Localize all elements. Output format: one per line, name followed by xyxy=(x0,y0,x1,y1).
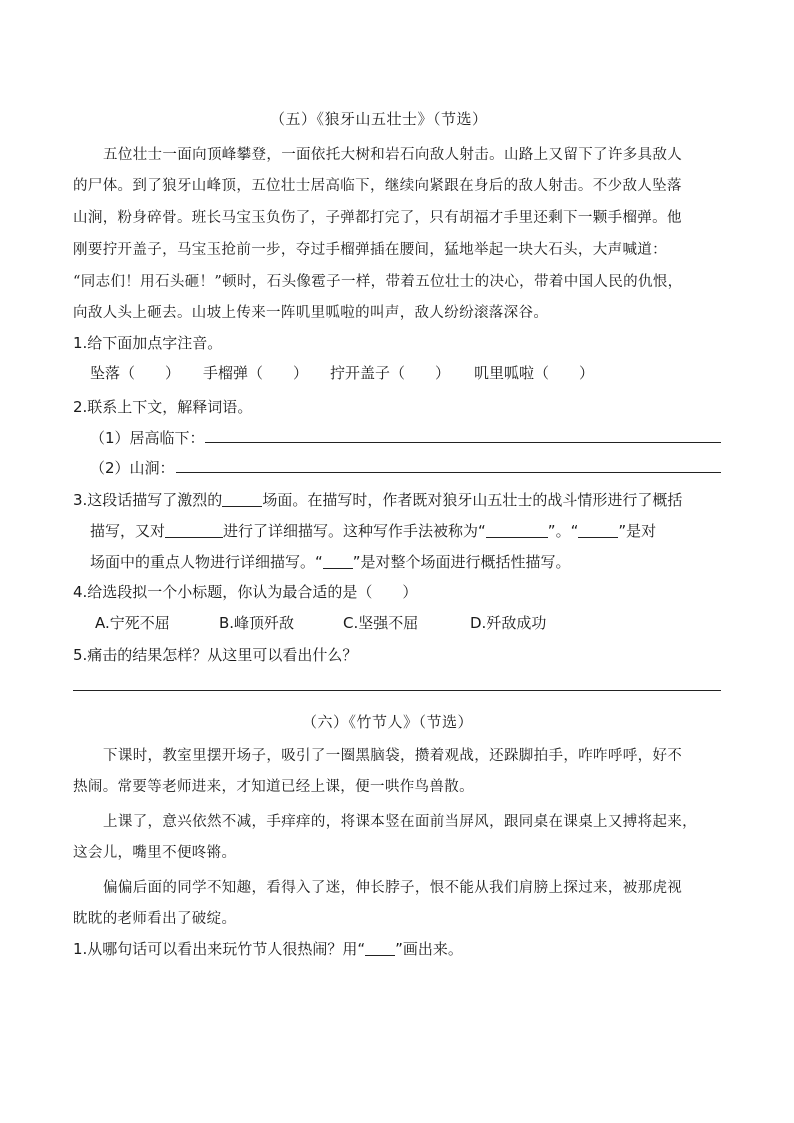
q3-text-3a: 场面中的重点人物进行详细描写。“ xyxy=(90,553,323,571)
q3-blank-3[interactable] xyxy=(486,523,548,538)
section5-title: （五）《狼牙山五壮士》（节选） xyxy=(270,110,488,128)
q1-item-1: 坠落（ ） xyxy=(90,364,181,382)
section5-line-1: 五位壮士一面向顶峰攀登，一面依托大树和岩石向敌人射击。山路上又留下了许多具敌人 xyxy=(103,147,683,163)
section6-p2-line-1: 上课了，意兴依然不减，手痒痒的，将课本竖在面前当屏风，跟同桌在课桌上又搏将起来， xyxy=(103,814,697,830)
section6-p1-line-1: 下课时，教室里摆开场子，吸引了一圈黑脑袋，攒着观战，还跺脚拍手，咋咋呼呼，好不 xyxy=(103,748,683,764)
section5-line-6: 向敌人头上砸去。山坡上传来一阵叽里呱啦的叫声，敌人纷纷滚落深谷。 xyxy=(73,305,549,321)
q3-line-2 xyxy=(90,520,656,541)
q3-blank-2[interactable] xyxy=(165,523,223,538)
section6-title: （六）《竹节人》（节选） xyxy=(302,713,474,731)
q1-item-4: 叽里呱啦（ ） xyxy=(474,364,595,382)
section6-q1 xyxy=(73,938,463,959)
q2-b-answer-line[interactable] xyxy=(176,472,721,473)
q3-line-3 xyxy=(90,551,571,572)
q2-b-label: （2）山涧： xyxy=(90,459,175,477)
section6-q1-blank xyxy=(365,941,395,956)
q3-blank-5[interactable] xyxy=(323,554,353,569)
q1-prompt: 1.给下面加点字注音。 xyxy=(73,334,223,352)
q3-blank-1[interactable] xyxy=(222,492,262,507)
q3-text-2d: ”是对 xyxy=(618,522,657,540)
section6-q1-text-a: 1.从哪句话可以看出来玩竹节人很热闹？用“ xyxy=(73,940,366,958)
q3-text-1b: 场面。在描写时，作者既对狼牙山五壮士的战斗情形进行了概括 xyxy=(262,491,683,509)
section6-q1-text-b: ”画出来。 xyxy=(395,940,463,958)
q3-text-2a: 描写，又对 xyxy=(90,522,166,540)
q3-text-3b: ”是对整个场面进行概括性描写。 xyxy=(352,553,571,571)
q3-text-1a: 3.这段话描写了激烈的 xyxy=(73,491,223,509)
q3-text-2c: ”。“ xyxy=(547,522,579,540)
q2-a-label: （1）居高临下： xyxy=(90,429,205,447)
section6-p3-line-1: 偏偏后面的同学不知趣，看得入了迷，伸长脖子，恨不能从我们肩膀上探过来，被那虎视 xyxy=(103,880,683,896)
section6-p2-line-2: 这会儿，嘴里不便咚锵。 xyxy=(73,845,237,861)
q3-blank-4[interactable] xyxy=(578,523,618,538)
section6-p3-line-2: 眈眈的老师看出了破绽。 xyxy=(73,911,237,927)
q5-prompt: 5.痛击的结果怎样？从这里可以看出什么？ xyxy=(73,646,358,664)
q3-text-2b: 进行了详细描写。这种写作手法被称为“ xyxy=(223,522,486,540)
q4-option-b[interactable]: B.峰顶歼敌 xyxy=(219,614,295,632)
section5-line-4: 刚要拧开盖子，马宝玉抢前一步，夺过手榴弹插在腰间，猛地举起一块大石头，大声喊道： xyxy=(73,242,667,258)
section5-line-2: 的尸体。到了狼牙山峰顶，五位壮士居高临下，继续向紧跟在身后的敌人射击。不少敌人坠落 xyxy=(73,178,682,194)
section5-line-3: 山涧，粉身碎骨。班长马宝玉负伤了，子弹都打完了，只有胡福才手里还剩下一颗手榴弹。他 xyxy=(73,210,682,226)
q3-line-1 xyxy=(73,489,682,510)
q2-prompt: 2.联系上下文，解释词语。 xyxy=(73,398,253,416)
q4-prompt: 4.给选段拟一个小标题，你认为最合适的是（ ） xyxy=(73,583,418,601)
q5-answer-line[interactable] xyxy=(73,690,721,691)
q2-a-answer-line[interactable] xyxy=(205,442,721,443)
section6-p1-line-2: 热闹。常要等老师进来，才知道已经上课，便一哄作鸟兽散。 xyxy=(73,779,474,795)
q4-option-c[interactable]: C.坚强不屈 xyxy=(343,614,419,632)
q4-option-a[interactable]: A.宁死不屈 xyxy=(95,614,170,632)
q1-item-2: 手榴弹（ ） xyxy=(203,364,309,382)
section5-line-5: “同志们！用石头砸！”顿时，石头像雹子一样，带着五位壮士的决心，带着中国人民的仇恨， xyxy=(73,274,683,290)
q1-item-3: 拧开盖子（ ） xyxy=(330,364,451,382)
q4-option-d[interactable]: D.歼敌成功 xyxy=(470,614,547,632)
